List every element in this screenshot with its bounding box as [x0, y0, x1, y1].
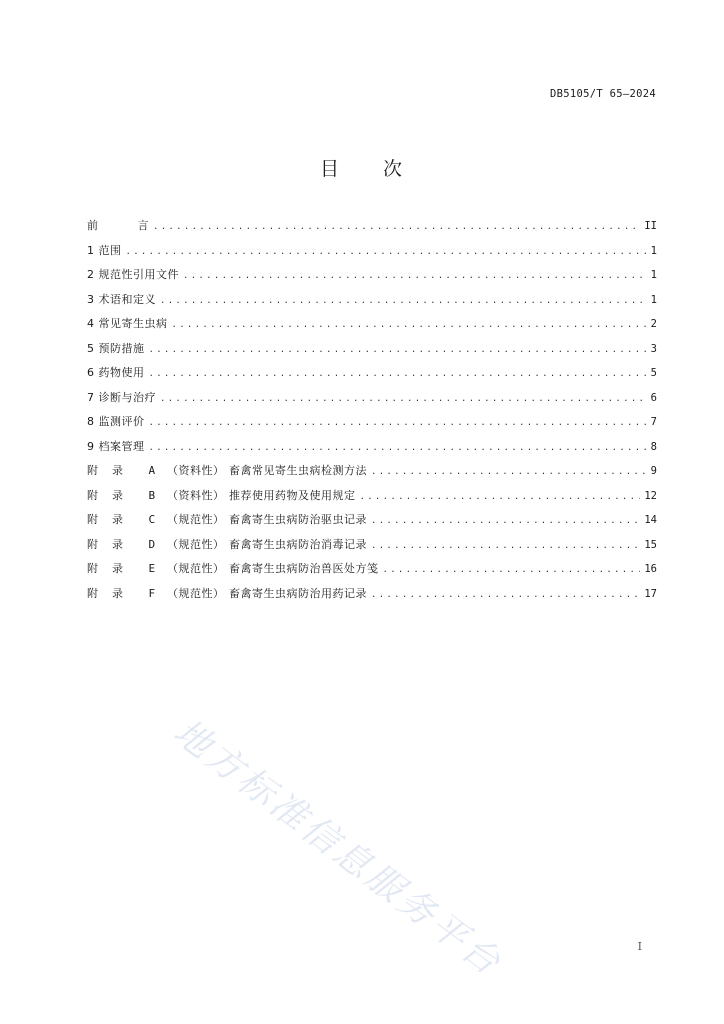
- toc-label: [87, 218, 149, 233]
- appendix-type: （规范性）: [167, 562, 225, 575]
- toc-row-8[interactable]: [87, 414, 657, 439]
- appendix-letter: C: [148, 513, 156, 526]
- appendix-type: （规范性）: [167, 537, 225, 551]
- appendix-type: （规范性）: [167, 513, 225, 526]
- toc-row-preface[interactable]: [87, 218, 657, 243]
- toc-row-3[interactable]: [87, 292, 657, 317]
- toc-row-appendix-e[interactable]: [87, 561, 657, 586]
- toc-label-part: 言: [137, 219, 149, 232]
- appendix-letter: A: [148, 464, 156, 477]
- leader-dots: [149, 441, 647, 456]
- appendix-label: [87, 463, 367, 478]
- appendix-label: [87, 561, 379, 576]
- toc-row-6[interactable]: [87, 365, 657, 390]
- leader-dots: [172, 318, 647, 333]
- toc-page-number: 14: [644, 514, 657, 526]
- toc-label: 3 术语和定义: [87, 292, 156, 306]
- appendix-title: 畜禽寄生虫病防治用药记录: [229, 586, 367, 600]
- toc-row-4[interactable]: [87, 316, 657, 341]
- appendix-letter: D: [148, 537, 156, 551]
- appendix-label: [87, 512, 367, 527]
- leader-dots: [371, 514, 640, 529]
- leader-dots: [149, 416, 647, 431]
- toc-page-number: 1: [650, 269, 657, 281]
- toc-title: [0, 154, 724, 181]
- appendix-title: 畜禽寄生虫病防治兽医处方笺: [229, 562, 379, 575]
- leader-dots: [149, 367, 647, 382]
- leader-dots: [153, 220, 640, 235]
- toc-page-number: 16: [644, 563, 657, 575]
- toc-row-appendix-c[interactable]: [87, 512, 657, 537]
- leader-dots: [149, 343, 647, 358]
- appendix-letter: B: [148, 488, 156, 502]
- appendix-label: [87, 586, 367, 601]
- appendix-word: 附录: [87, 464, 137, 477]
- toc-page-number: 7: [650, 416, 657, 428]
- appendix-word: 附录: [87, 586, 137, 600]
- appendix-title: 畜禽常见寄生虫病检测方法: [229, 464, 367, 477]
- appendix-word: 附录: [87, 537, 137, 551]
- appendix-word: 附录: [87, 488, 137, 502]
- toc-row-1[interactable]: [87, 243, 657, 268]
- appendix-title: 推荐使用药物及使用规定: [229, 488, 356, 502]
- toc-row-5[interactable]: [87, 341, 657, 366]
- leader-dots: [371, 588, 640, 603]
- toc-row-appendix-f[interactable]: [87, 586, 657, 611]
- toc-row-9[interactable]: [87, 439, 657, 464]
- appendix-label: [87, 488, 356, 503]
- toc-title-char-2: 次: [383, 158, 405, 180]
- appendix-title: 畜禽寄生虫病防治驱虫记录: [229, 513, 367, 526]
- appendix-type: （资料性）: [167, 464, 225, 477]
- appendix-letter: F: [148, 586, 156, 600]
- watermark: 地方标准信息服务平台: [165, 711, 510, 986]
- toc-page-number: 2: [650, 318, 657, 330]
- toc-row-appendix-a[interactable]: [87, 463, 657, 488]
- toc-page-number: II: [644, 220, 657, 232]
- toc-label: 6 药物使用: [87, 366, 145, 379]
- toc-label: 4 常见寄生虫病: [87, 317, 168, 330]
- toc-page-number: 17: [644, 587, 657, 600]
- toc-title-char-1: 目: [319, 158, 341, 180]
- appendix-label: [87, 537, 367, 552]
- table-of-contents: [87, 218, 657, 610]
- leader-dots: [360, 490, 641, 505]
- appendix-word: 附录: [87, 513, 137, 526]
- toc-label: 2 规范性引用文件: [87, 268, 179, 281]
- toc-label: 9 档案管理: [87, 439, 145, 453]
- leader-dots: [160, 392, 647, 407]
- toc-page-number: 1: [650, 293, 657, 306]
- toc-row-appendix-d[interactable]: [87, 537, 657, 562]
- page-number: I: [637, 940, 642, 953]
- appendix-letter: E: [148, 562, 156, 575]
- leader-dots: [383, 563, 641, 578]
- leader-dots: [160, 294, 647, 309]
- toc-label: 8 监测评价: [87, 415, 145, 428]
- toc-label: 5 预防措施: [87, 341, 145, 355]
- document-code: DB5105/T 65—2024: [550, 88, 656, 100]
- toc-page-number: 8: [650, 440, 657, 453]
- appendix-word: 附录: [87, 562, 137, 575]
- toc-page-number: 6: [650, 391, 657, 404]
- toc-page-number: 5: [650, 367, 657, 379]
- appendix-type: （规范性）: [167, 586, 225, 600]
- toc-page-number: 15: [644, 538, 657, 551]
- leader-dots: [183, 269, 647, 284]
- appendix-type: （资料性）: [167, 488, 225, 502]
- toc-label: 7 诊断与治疗: [87, 390, 156, 404]
- leader-dots: [126, 245, 647, 260]
- toc-page-number: 1: [650, 244, 657, 257]
- toc-label-part: 前: [87, 219, 99, 232]
- toc-row-2[interactable]: [87, 267, 657, 292]
- leader-dots: [371, 539, 640, 554]
- leader-dots: [371, 465, 647, 480]
- toc-row-appendix-b[interactable]: [87, 488, 657, 513]
- toc-page-number: 12: [644, 489, 657, 502]
- toc-page-number: 3: [650, 342, 657, 355]
- toc-label: 1 范围: [87, 243, 122, 257]
- appendix-title: 畜禽寄生虫病防治消毒记录: [229, 537, 367, 551]
- toc-page-number: 9: [650, 465, 657, 477]
- toc-row-7[interactable]: [87, 390, 657, 415]
